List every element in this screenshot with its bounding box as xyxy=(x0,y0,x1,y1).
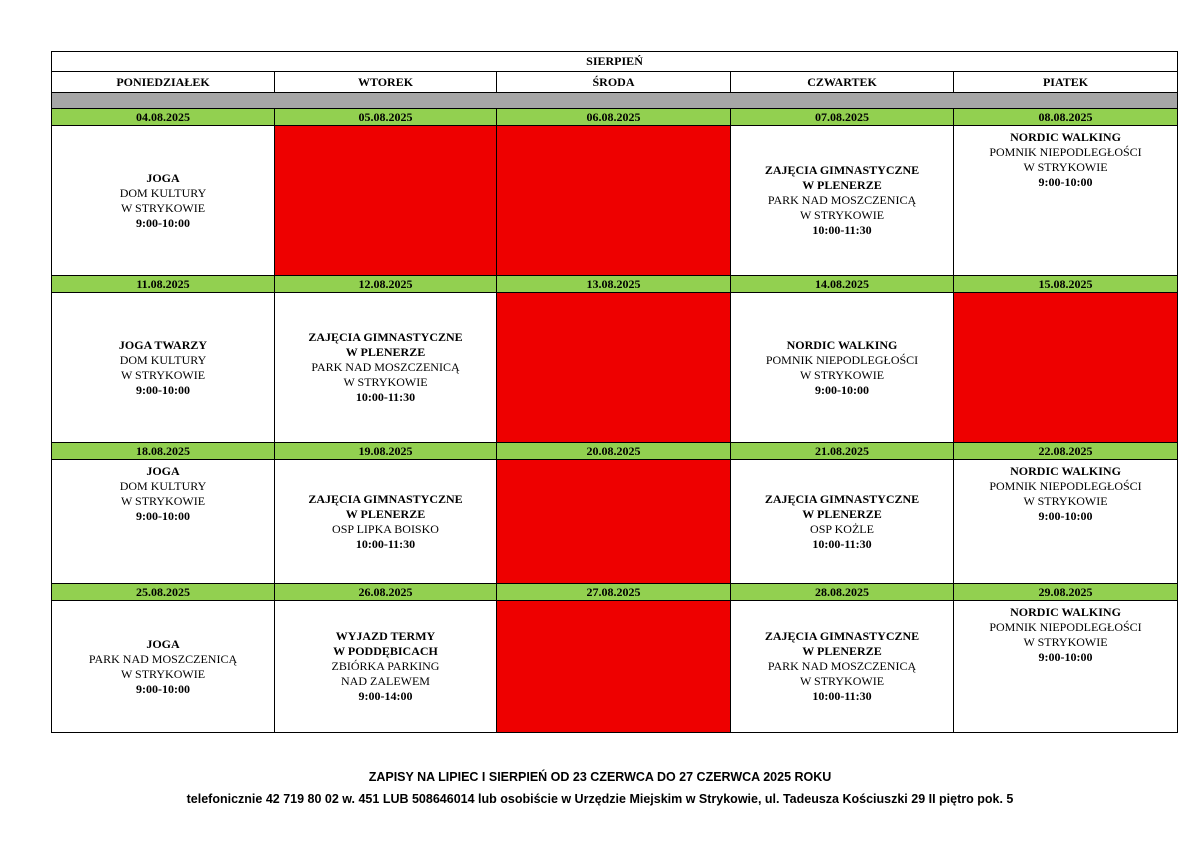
event-time: 9:00-10:00 xyxy=(136,382,190,397)
event-cell-thursday xyxy=(731,601,954,733)
event-cell-thursday xyxy=(731,293,954,443)
footer-registration-dates: ZAPISY NA LIPIEC I SIERPIEŃ OD 23 CZERWCA DO 27 CZERWCA 2025 ROKU xyxy=(368,770,832,784)
date-cell-tuesday: 19.08.2025 xyxy=(275,443,497,460)
event-title: JOGA TWARZY xyxy=(118,337,208,352)
event-time: 10:00-11:30 xyxy=(355,390,416,404)
events-row xyxy=(52,126,1178,276)
event-title: W PODDĘBICACH xyxy=(333,644,438,658)
event-title: W PLENERZE xyxy=(345,506,426,521)
event-title: ZAJĘCIA GIMNASTYCZNE xyxy=(764,163,920,177)
event-title: NORDIC WALKING xyxy=(1010,130,1121,144)
event-title: JOGA xyxy=(146,636,180,651)
day-name-thursday: CZWARTEK xyxy=(731,72,954,93)
no-event-cell-friday xyxy=(954,293,1178,443)
event-location: OSP LIPKA BOISKO xyxy=(332,521,439,536)
event-location: W STRYKOWIE xyxy=(1023,635,1108,649)
date-cell-friday: 15.08.2025 xyxy=(954,276,1178,293)
day-names-row xyxy=(52,72,1178,93)
separator-row xyxy=(52,93,1178,109)
event-time: 9:00-10:00 xyxy=(136,509,190,523)
date-cell-tuesday: 05.08.2025 xyxy=(275,109,497,126)
event-title: JOGA xyxy=(146,170,180,185)
date-row xyxy=(52,443,1178,460)
event-location: PARK NAD MOSZCZENICĄ xyxy=(311,360,460,374)
event-cell-monday xyxy=(52,126,275,276)
event-location: POMNIK NIEPODLEGŁOŚCI xyxy=(989,145,1142,159)
no-event-cell-wednesday xyxy=(497,126,731,276)
event-cell-thursday xyxy=(731,460,954,584)
event-location: DOM KULTURY xyxy=(119,352,207,367)
event-cell-tuesday xyxy=(275,293,497,443)
event-cell-friday xyxy=(954,460,1178,584)
event-title: ZAJĘCIA GIMNASTYCZNE xyxy=(764,629,920,643)
event-time: 9:00-10:00 xyxy=(1038,509,1093,523)
event-time: 10:00-11:30 xyxy=(812,223,872,237)
date-cell-tuesday: 12.08.2025 xyxy=(275,276,497,293)
event-title: NORDIC WALKING xyxy=(786,337,898,352)
no-event-cell-wednesday xyxy=(497,601,731,733)
date-cell-friday: 29.08.2025 xyxy=(954,584,1178,601)
footer-contact-info: telefonicznie 42 719 80 02 w. 451 LUB 508646014 lub osobiście w Urzędzie Miejskim w Strykowie, ul. Tadeusza Kościuszki 29 II piętro pok. 5 xyxy=(186,792,1014,806)
event-title: W PLENERZE xyxy=(802,644,882,658)
event-location: POMNIK NIEPODLEGŁOŚCI xyxy=(765,352,919,367)
date-cell-thursday: 07.08.2025 xyxy=(731,109,954,126)
date-cell-friday: 08.08.2025 xyxy=(954,109,1178,126)
event-location: PARK NAD MOSZCZENICĄ xyxy=(767,659,917,673)
event-location: W STRYKOWIE xyxy=(1023,494,1108,508)
date-row xyxy=(52,109,1178,126)
date-cell-monday: 04.08.2025 xyxy=(52,109,275,126)
date-cell-monday: 25.08.2025 xyxy=(52,584,275,601)
separator-bar xyxy=(52,93,1178,109)
date-cell-thursday: 28.08.2025 xyxy=(731,584,954,601)
day-name-wednesday: ŚRODA xyxy=(497,72,731,93)
event-cell-tuesday xyxy=(275,601,497,733)
date-cell-monday: 18.08.2025 xyxy=(52,443,275,460)
event-location: PARK NAD MOSZCZENICĄ xyxy=(88,651,238,666)
event-time: 9:00-10:00 xyxy=(1038,650,1093,664)
event-title: NORDIC WALKING xyxy=(1010,605,1121,619)
date-cell-thursday: 14.08.2025 xyxy=(731,276,954,293)
events-row xyxy=(52,460,1178,584)
event-location: W STRYKOWIE xyxy=(120,666,206,681)
date-cell-monday: 11.08.2025 xyxy=(52,276,275,293)
event-title: W PLENERZE xyxy=(802,506,882,521)
schedule-table xyxy=(51,51,1178,733)
event-title: ZAJĘCIA GIMNASTYCZNE xyxy=(764,491,920,506)
event-location: W STRYKOWIE xyxy=(799,674,885,688)
event-cell-tuesday xyxy=(275,460,497,584)
event-cell-friday xyxy=(954,126,1178,276)
date-cell-wednesday: 27.08.2025 xyxy=(497,584,731,601)
event-location: ZBIÓRKA PARKING xyxy=(331,659,440,673)
event-title: WYJAZD TERMY xyxy=(335,629,436,643)
event-title: W PLENERZE xyxy=(802,178,882,192)
event-cell-monday xyxy=(52,601,275,733)
event-time: 10:00-11:30 xyxy=(812,536,872,551)
event-time: 9:00-10:00 xyxy=(815,382,869,397)
event-time: 9:00-10:00 xyxy=(1038,175,1093,189)
event-location: W STRYKOWIE xyxy=(120,200,206,215)
event-cell-monday xyxy=(52,293,275,443)
date-cell-thursday: 21.08.2025 xyxy=(731,443,954,460)
event-location: W STRYKOWIE xyxy=(799,208,885,222)
event-cell-monday xyxy=(52,460,275,584)
no-event-cell-wednesday xyxy=(497,460,731,584)
date-row xyxy=(52,584,1178,601)
date-row xyxy=(52,276,1178,293)
event-location: POMNIK NIEPODLEGŁOŚCI xyxy=(989,620,1142,634)
event-title: NORDIC WALKING xyxy=(1010,464,1121,478)
event-location: W STRYKOWIE xyxy=(343,375,428,389)
date-cell-wednesday: 20.08.2025 xyxy=(497,443,731,460)
day-name-friday: PIATEK xyxy=(954,72,1178,93)
event-location: DOM KULTURY xyxy=(119,185,207,200)
event-cell-thursday xyxy=(731,126,954,276)
event-time: 9:00-14:00 xyxy=(358,689,413,703)
event-location: DOM KULTURY xyxy=(119,479,207,493)
event-location: POMNIK NIEPODLEGŁOŚCI xyxy=(989,479,1142,493)
event-location: W STRYKOWIE xyxy=(799,367,885,382)
no-event-cell-tuesday xyxy=(275,126,497,276)
event-time: 10:00-11:30 xyxy=(812,689,872,703)
event-location: PARK NAD MOSZCZENICĄ xyxy=(767,193,917,207)
date-cell-tuesday: 26.08.2025 xyxy=(275,584,497,601)
date-cell-friday: 22.08.2025 xyxy=(954,443,1178,460)
event-time: 9:00-10:00 xyxy=(136,681,190,696)
events-row xyxy=(52,601,1178,733)
events-row xyxy=(52,293,1178,443)
event-title: ZAJĘCIA GIMNASTYCZNE xyxy=(308,491,463,506)
event-title: W PLENERZE xyxy=(345,345,426,359)
event-title: JOGA xyxy=(146,464,180,478)
date-cell-wednesday: 06.08.2025 xyxy=(497,109,731,126)
event-location: W STRYKOWIE xyxy=(120,367,206,382)
event-location: W STRYKOWIE xyxy=(1023,160,1108,174)
event-location: OSP KOŻLE xyxy=(810,521,874,536)
date-cell-wednesday: 13.08.2025 xyxy=(497,276,731,293)
day-name-tuesday: WTOREK xyxy=(275,72,497,93)
day-name-monday: PONIEDZIAŁEK xyxy=(52,72,275,93)
event-location: NAD ZALEWEM xyxy=(341,674,430,688)
event-title: ZAJĘCIA GIMNASTYCZNE xyxy=(308,330,463,344)
event-time: 9:00-10:00 xyxy=(136,215,190,230)
event-time: 10:00-11:30 xyxy=(355,536,416,551)
month-title: SIERPIEŃ xyxy=(52,52,1178,72)
event-cell-friday xyxy=(954,601,1178,733)
event-location: W STRYKOWIE xyxy=(120,494,206,508)
month-row xyxy=(52,52,1178,72)
no-event-cell-wednesday xyxy=(497,293,731,443)
